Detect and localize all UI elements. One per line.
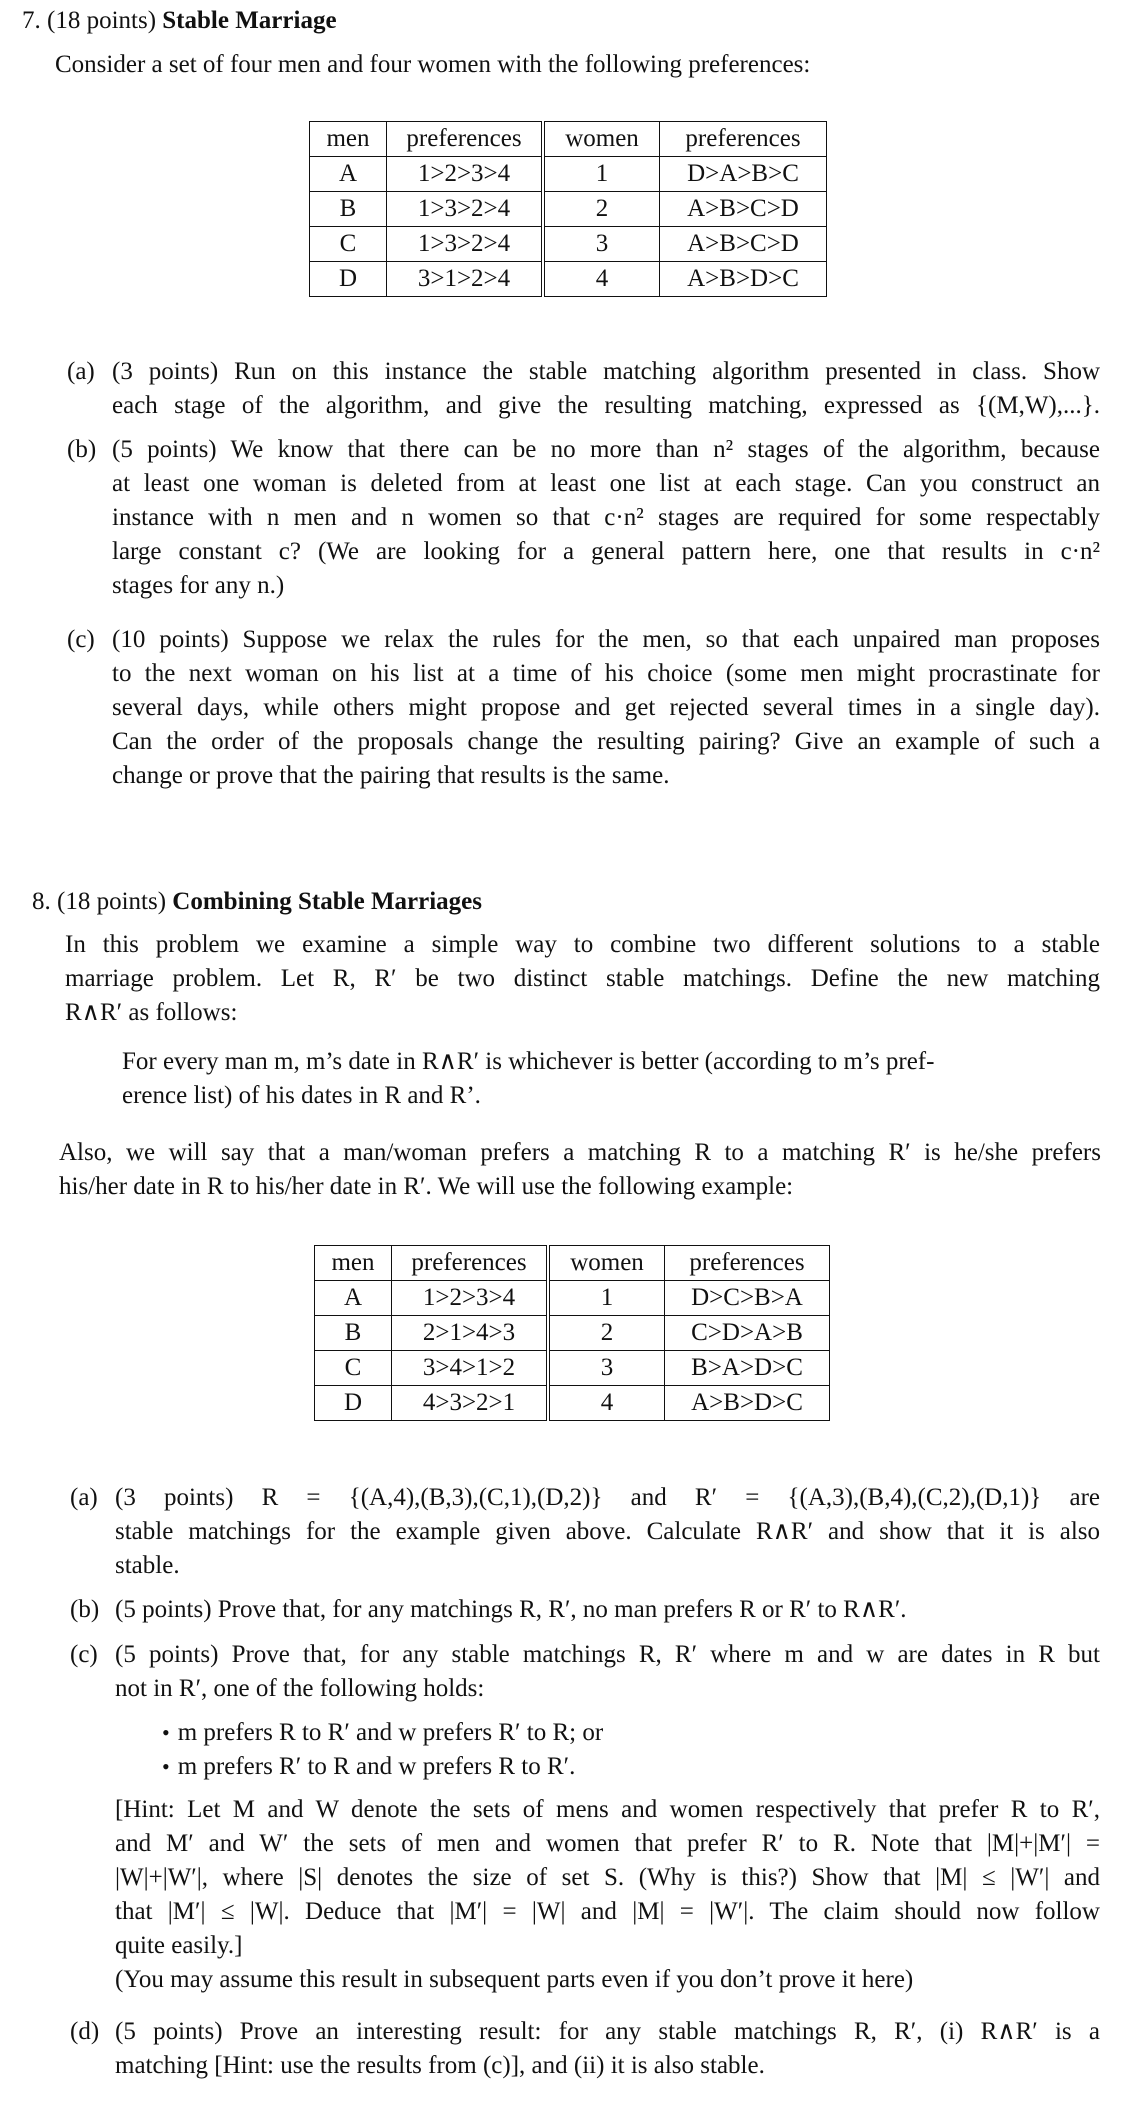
header-men: men [315,1246,392,1281]
text-line: (5 points) Prove an interesting result: for any stable matchings R, R′, (i) R∧R′ is a [115,2018,1100,2045]
text-line: In this problem we examine a simple way to combine two different solutions to a stable [65,931,1100,958]
text-line: marriage problem. Let R, R′ be two distinct stable matchings. Define the new matching [65,965,1100,992]
header-men-preferences: preferences [387,122,544,157]
woman-cell: 1 [548,1281,665,1316]
hint-block [115,1793,1100,1997]
text-line: R∧R′ as follows: [65,999,238,1026]
part-label: (c) [70,1641,98,1668]
text-line: several days, while others might propose and get rejected several times in a single day). [112,694,1100,721]
text-line: and M′ and W′ the sets of men and women that prefer R′ to R. Note that |M|+|M′| = [115,1830,1100,1857]
text-line: his/her date in R to his/her date in R′. We will use the following example: [59,1173,794,1200]
part-label: (a) [70,1484,98,1511]
table-row [315,1351,830,1386]
problem-7-intro: Consider a set of four men and four women with the following preferences: [55,51,811,78]
man-preference-cell: 3>1>2>4 [387,262,544,297]
text-line: that |M′| ≤ |W|. Deduce that |M′| = |W| and |M| = |W′|. The claim should now follow [115,1898,1100,1925]
definition-block [122,1045,1052,1113]
text-line: change or prove that the pairing that results is the same. [112,762,670,789]
header-women: women [543,122,660,157]
table-row [310,192,827,227]
woman-preference-cell: C>D>A>B [665,1316,830,1351]
text-line: stages for any n.) [112,572,285,599]
header-women: women [548,1246,665,1281]
note-line: (You may assume this result in subsequent parts even if you don’t prove it here) [115,1966,914,1993]
part-label: (c) [67,626,95,653]
header-women-preferences: preferences [665,1246,830,1281]
woman-cell: 4 [543,262,660,297]
man-cell: D [310,262,387,297]
text-line: (5 points) Prove that, for any stable matchings R, R′ where m and w are dates in R but [115,1641,1100,1668]
text-line: erence list) of his dates in R and R’. [122,1082,481,1109]
man-cell: C [315,1351,392,1386]
text-line: stable matchings for the example given above. Calculate R∧R′ and show that it is also [115,1518,1100,1545]
problem-8-heading [32,885,482,919]
header-men: men [310,122,387,157]
woman-cell: 2 [543,192,660,227]
text-line: [Hint: Let M and W denote the sets of mens and women respectively that prefer R to R′, [115,1796,1100,1823]
man-cell: A [315,1281,392,1316]
text-line: (5 points) We know that there can be no more than n² stages of the algorithm, because [112,436,1100,463]
problem-number: 7. [22,7,41,34]
woman-cell: 3 [543,227,660,262]
man-preference-cell: 1>2>3>4 [387,157,544,192]
text-line: For every man m, m’s date in R∧R′ is whichever is better (according to m’s pref- [122,1048,935,1075]
man-preference-cell: 1>2>3>4 [392,1281,549,1316]
man-preference-cell: 1>3>2>4 [387,192,544,227]
part-label: (b) [67,436,97,463]
text-line: (5 points) Prove that, for any matchings R, R′, no man prefers R or R′ to R∧R′. [115,1596,907,1623]
man-preference-cell: 1>3>2>4 [387,227,544,262]
text-line: (3 points) R = {(A,4),(B,3),(C,1),(D,2)} and R′ = {(A,3),(B,4),(C,2),(D,1)} are [115,1484,1100,1511]
text-line: (10 points) Suppose we relax the rules for the men, so that each unpaired man proposes [112,626,1100,653]
problem-number: 8. [32,888,51,915]
woman-preference-cell: D>A>B>C [660,157,827,192]
table-row [315,1281,830,1316]
header-women-preferences: preferences [660,122,827,157]
text-line: to the next woman on his list at a time of his choice (some men might procrastinate for [112,660,1100,687]
preferences-table-2 [314,1245,830,1421]
text-line: Also, we will say that a man/woman prefers a matching R to a matching R′ is he/she prefers [59,1139,1101,1166]
problem-8-part-a [115,1481,1100,1583]
table-header-row [315,1246,830,1281]
text-line: each stage of the algorithm, and give the resulting matching, expressed as {(M,W),...}. [112,392,1100,419]
woman-preference-cell: A>B>C>D [660,192,827,227]
text-line: not in R′, one of the following holds: [115,1675,485,1702]
woman-preference-cell: A>B>C>D [660,227,827,262]
woman-preference-cell: A>B>D>C [660,262,827,297]
part-label: (d) [70,2018,100,2045]
table-row [310,262,827,297]
part-label: (a) [67,358,95,385]
bullet-item: • m prefers R to R′ and w prefers R′ to R; or [162,1716,603,1750]
problem-title: Stable Marriage [162,7,337,34]
text-line: quite easily.] [115,1932,243,1959]
text-line: Can the order of the proposals change the resulting pairing? Give an example of such a [112,728,1100,755]
man-preference-cell: 2>1>4>3 [392,1316,549,1351]
man-cell: B [310,192,387,227]
woman-preference-cell: A>B>D>C [665,1386,830,1421]
table-row [315,1316,830,1351]
woman-cell: 2 [548,1316,665,1351]
man-preference-cell: 4>3>2>1 [392,1386,549,1421]
problem-8-part-b [115,1593,1100,1627]
man-cell: D [315,1386,392,1421]
woman-cell: 1 [543,157,660,192]
man-preference-cell: 3>4>1>2 [392,1351,549,1386]
problem-points: (18 points) [47,7,157,34]
text-line: (3 points) Run on this instance the stable matching algorithm presented in class. Show [112,358,1100,385]
man-cell: B [315,1316,392,1351]
text-line: instance with n men and n women so that c·n² stages are required for some respectably [112,504,1100,531]
table-header-row [310,122,827,157]
problem-8-part-d [115,2015,1100,2083]
prefers-definition [59,1136,1101,1204]
woman-preference-cell: B>A>D>C [665,1351,830,1386]
problem-title: Combining Stable Marriages [172,888,482,915]
problem-7-part-a [112,355,1100,423]
problem-7-part-b [112,433,1100,603]
preferences-table-1 [309,121,827,297]
woman-preference-cell: D>C>B>A [665,1281,830,1316]
problem-8-part-c [115,1638,1100,1706]
table-row [310,227,827,262]
text-line: large constant c? (We are looking for a general pattern here, one that results in c·n² [112,538,1100,565]
part-label: (b) [70,1596,100,1623]
text-line: stable. [115,1552,180,1579]
header-men-preferences: preferences [392,1246,549,1281]
problem-7-heading [22,4,337,38]
text-line: at least one woman is deleted from at least one list at each stage. Can you construct an [112,470,1100,497]
problem-points: (18 points) [57,888,167,915]
text-line: |W|+|W′|, where |S| denotes the size of set S. (Why is this?) Show that |M| ≤ |W′| and [115,1864,1100,1891]
problem-7-part-c [112,623,1100,793]
table-row [315,1386,830,1421]
man-cell: C [310,227,387,262]
woman-cell: 3 [548,1351,665,1386]
woman-cell: 4 [548,1386,665,1421]
table-row [310,157,827,192]
text-line: matching [Hint: use the results from (c)], and (ii) it is also stable. [115,2052,765,2079]
bullet-item: • m prefers R′ to R and w prefers R to R′. [162,1750,575,1784]
man-cell: A [310,157,387,192]
problem-8-intro [65,928,1100,1030]
